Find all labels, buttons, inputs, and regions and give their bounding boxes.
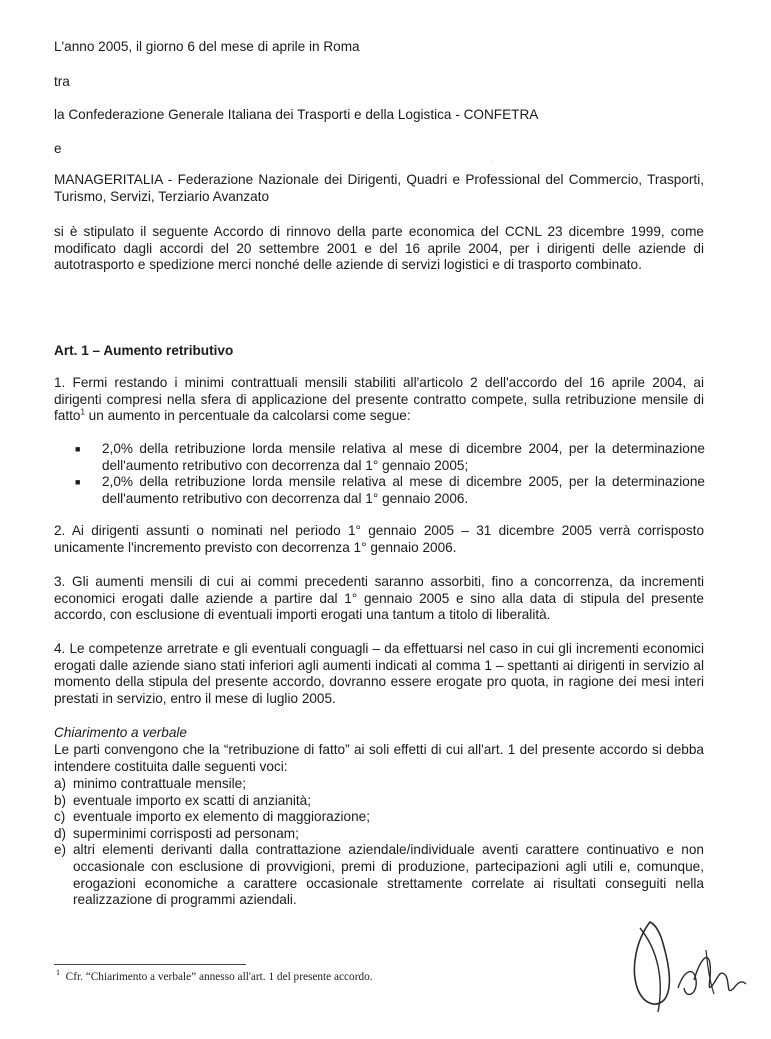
paragraph-1-text: 1. Fermi restando i minimi contrattuali mensili stabiliti all'articolo 2 dell'accordo del 16 aprile 2004, ai dirigenti compresi nella sfera di applicazione del presente contratto compete, sulla retribuzione mensile di fatto	[54, 375, 704, 423]
list-item	[75, 474, 705, 507]
word-e: e	[54, 141, 62, 156]
chiarimento-intro: Le parti convengono che la “retribuzione di fatto” ai soli effetti di cui all'art. 1 del presente accordo si debba intendere costituita dalle seguenti voci:	[54, 742, 704, 774]
item-mark: b)	[54, 792, 67, 808]
item-mark: e)	[54, 842, 67, 858]
footnote-mark: 1	[56, 968, 60, 978]
article-paragraph-3: 3. Gli aumenti mensili di cui ai commi precedenti saranno assorbiti, fino a concorrenza, da incrementi economici erogati dalle aziende a partire dal 1° gennaio 2005 e sino alla data di stipula del presente accordo, con esclusione di eventuali importi erogati una tantum a titolo di liberalità.	[54, 574, 704, 622]
party-confetra: la Confederazione Generale Italiana dei Trasporti e della Logistica - CONFETRA	[54, 107, 539, 122]
word-tra: tra	[54, 74, 70, 89]
item-text: superminimi corrisposti ad personam;	[73, 825, 299, 841]
list-item	[54, 776, 704, 793]
list-item-text: 2,0% della retribuzione lorda mensile relativa al mese di dicembre 2005, per la determinazione dell'aumento retributivo con decorrenza dal 1° gennaio 2006.	[102, 474, 705, 506]
voci-list	[54, 776, 704, 909]
footnote-text: Cfr. “Chiarimento a verbale” annesso all'art. 1 del presente accordo.	[65, 971, 373, 983]
scan-mark: ·	[491, 158, 494, 165]
item-text: eventuale importo ex scatti di anzianità;	[73, 792, 312, 808]
item-text: altri elementi derivanti dalla contrattazione aziendale/individuale aventi carattere continuativo e non occasionale con esclusione di provvigioni, premi di produzione, partecipazioni agli utili e, comunque, erogazioni economiche a carattere occasionale strettamente correlate ai risultati conseguiti nella realizzazione di programmi aziendali.	[73, 842, 704, 908]
list-item	[54, 809, 704, 826]
article-title: Art. 1 – Aumento retributivo	[54, 343, 234, 358]
list-item-text: 2,0% della retribuzione lorda mensile relativa al mese di dicembre 2004, per la determinazione dell'aumento retributivo con decorrenza dal 1° gennaio 2005;	[102, 441, 705, 473]
increase-list	[75, 441, 705, 507]
stipula-paragraph: si è stipulato il seguente Accordo di rinnovo della parte economica del CCNL 23 dicembre 1999, come modificato dagli accordi del 20 settembre 2001 e del 16 aprile 2004, per i dirigenti delle aziende di autotrasporto e spedizione merci nonché delle aziende di servizi logistici e di trasporto combinato.	[54, 224, 704, 272]
item-mark: c)	[54, 809, 66, 825]
opening-line: L'anno 2005, il giorno 6 del mese di aprile in Roma	[54, 39, 360, 54]
footnote-ref: 1	[80, 407, 85, 417]
article-paragraph-2: 2. Ai dirigenti assunti o nominati nel periodo 1° gennaio 2005 – 31 dicembre 2005 verrà corrisposto unicamente l'incremento previsto con decorrenza 1° gennaio 2006.	[54, 523, 704, 555]
item-text: minimo contrattuale mensile;	[73, 776, 247, 791]
square-bullet-icon: ■	[75, 444, 81, 454]
list-item	[54, 826, 704, 843]
item-mark: a)	[54, 776, 67, 791]
item-mark: d)	[54, 825, 67, 841]
article-paragraph-4: 4. Le competenze arretrate e gli eventuali conguagli – da effettuarsi nel caso in cui gli incrementi economici erogati dalle aziende siano stati inferiori agli aumenti indicati al comma 1 – spettanti ai dirigenti in servizio al momento della stipula del presente accordo, dovranno essere erogate pro quota, in ragione dei mesi interi prestati in servizio, entro il mese di luglio 2005.	[54, 641, 704, 706]
list-item	[75, 441, 705, 474]
paragraph-1-text-end: un aumento in percentuale da calcolarsi come segue:	[84, 408, 411, 423]
handwritten-signature	[618, 910, 758, 1030]
article-paragraph-1	[54, 375, 704, 425]
footnote	[56, 968, 373, 983]
footnote-divider	[54, 964, 246, 965]
item-text: eventuale importo ex elemento di maggiorazione;	[73, 809, 370, 825]
list-item	[54, 793, 704, 810]
chiarimento-title: Chiarimento a verbale	[54, 725, 187, 740]
party-manageritalia: MANAGERITALIA - Federazione Nazionale dei Dirigenti, Quadri e Professional del Commercio, Trasporti, Turismo, Servizi, Terziario Avanzato	[54, 172, 704, 204]
list-item	[54, 842, 704, 908]
square-bullet-icon: ■	[75, 477, 81, 487]
